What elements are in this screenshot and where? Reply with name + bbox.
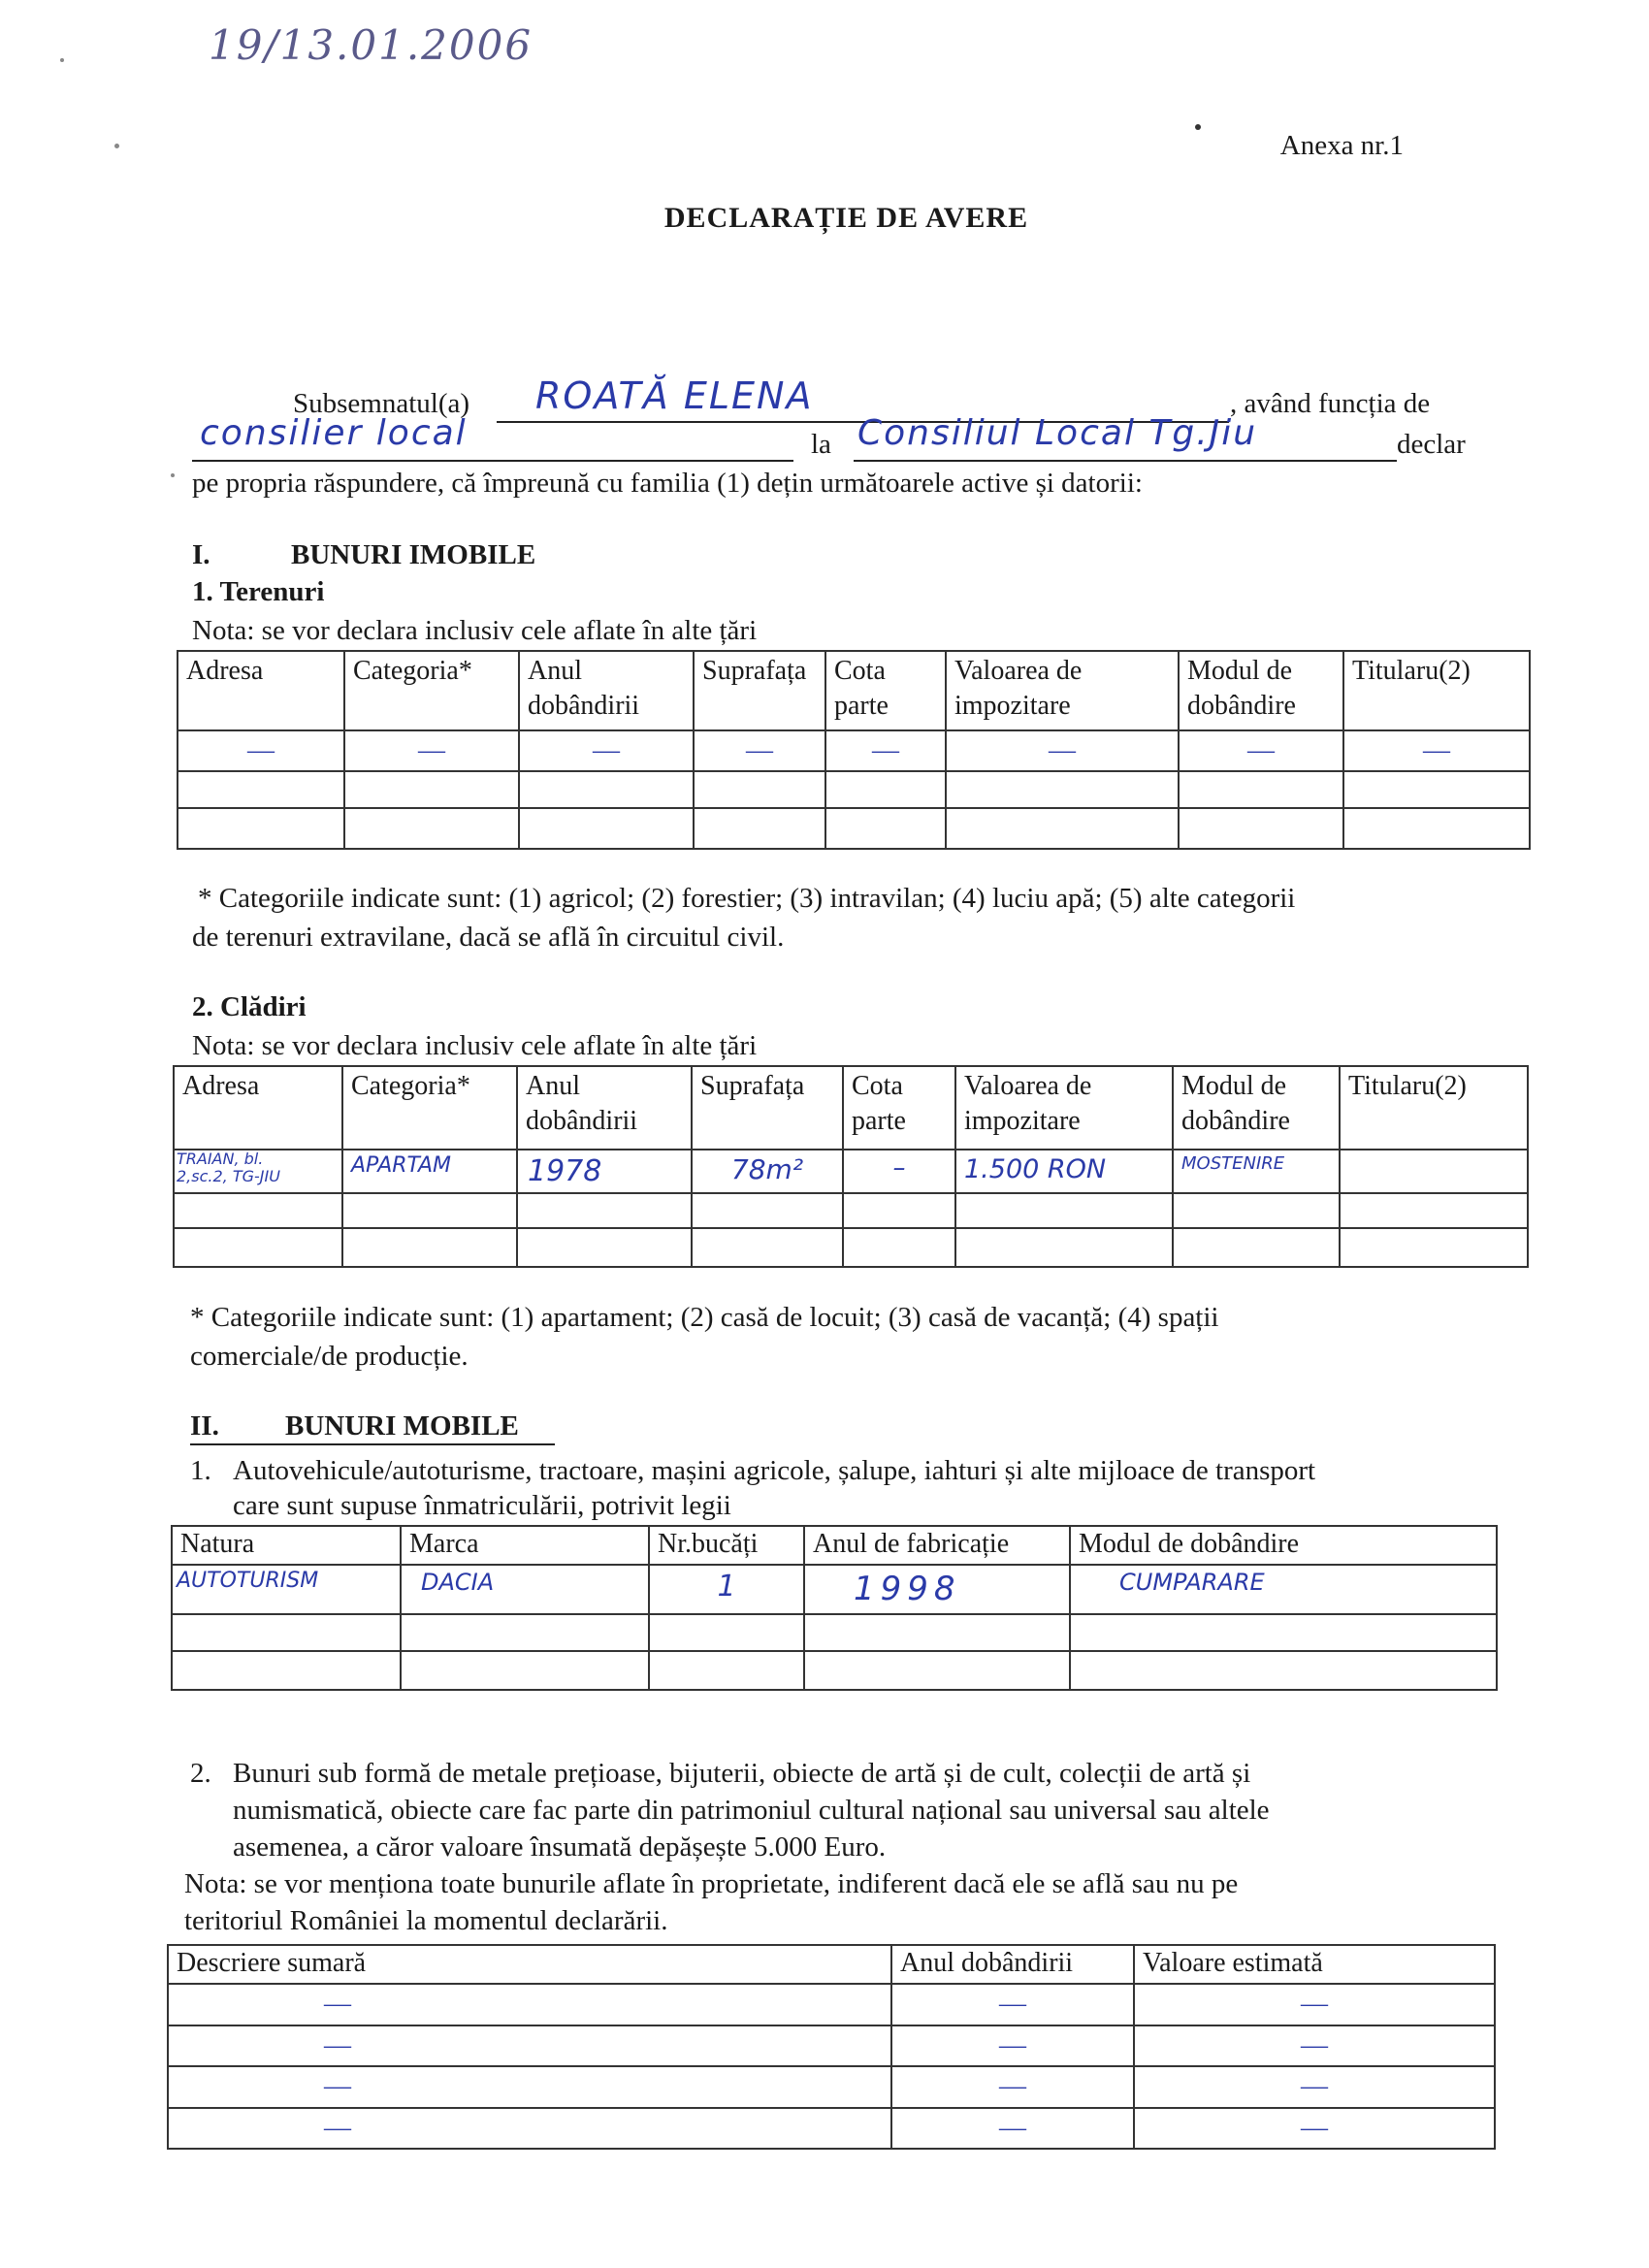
col-header: Descriere sumară <box>168 1945 891 1984</box>
col-header: Valoarea de impozitare <box>955 1066 1173 1150</box>
table-cell <box>1340 1150 1528 1193</box>
table-cell: — <box>946 730 1179 771</box>
annex-number: Anexa nr.1 <box>1279 130 1404 161</box>
vehicles-header-row <box>172 1526 1497 1565</box>
col-header: Titularu(2) <box>1343 651 1530 730</box>
cladiri-footnote: * Categoriile indicate sunt: (1) apartament; (2) casă de locuit; (3) casă de vacanță; (4) spații <box>190 1302 1219 1333</box>
function-field[interactable] <box>192 411 793 462</box>
table-row <box>178 771 1530 808</box>
col-header: Suprafața <box>694 651 825 730</box>
table-row <box>174 1150 1528 1193</box>
table-cell: — <box>168 2066 891 2107</box>
valuables-text: Bunuri sub formă de metale prețioase, bijuterii, obiecte de artă și de cult, colecții de artă și <box>233 1758 1251 1789</box>
table-cell: 78m² <box>692 1150 843 1193</box>
table-cell: 1.500 RON <box>955 1150 1173 1193</box>
table-cell: – <box>843 1150 955 1193</box>
col-header: Valoare estimată <box>1134 1945 1495 1984</box>
cladiri-note: Nota: se vor declara inclusiv cele aflate în alte țări <box>192 1030 758 1061</box>
table-cell: — <box>1343 730 1530 771</box>
declar-label: declar <box>1397 429 1466 460</box>
col-header: Anul dobândirii <box>891 1945 1134 1984</box>
col-header: Modul de dobândire <box>1173 1066 1340 1150</box>
la-label: la <box>811 429 831 460</box>
col-header: Titularu(2) <box>1340 1066 1528 1150</box>
table-cell: — <box>178 730 344 771</box>
col-header: Nr.bucăți <box>649 1526 804 1565</box>
table-cell: AUTOTURISM <box>172 1565 401 1613</box>
col-header: Marca <box>401 1526 649 1565</box>
valuables-item-number: 2. <box>190 1758 211 1789</box>
institution-field[interactable] <box>854 411 1397 462</box>
adresa-line-1: TRAIAN, bl. <box>177 1150 264 1168</box>
valuables-table <box>167 1944 1496 2150</box>
declarant-function: consilier local <box>200 413 468 453</box>
valuables-note-2: teritoriul României la momentul declarării. <box>184 1905 668 1936</box>
col-header: Anul de fabricație <box>804 1526 1070 1565</box>
declarant-name: ROATĂ ELENA <box>535 374 814 417</box>
table-cell: — <box>1134 2025 1495 2066</box>
vehicles-text-2: care sunt supuse înmatriculării, potrivit legii <box>233 1490 731 1521</box>
table-row <box>172 1651 1497 1690</box>
col-header: Categoria* <box>344 651 519 730</box>
terenuri-header-row <box>178 651 1530 730</box>
table-row <box>168 2108 1495 2149</box>
table-cell: — <box>168 1984 891 2025</box>
scan-speck <box>60 58 64 62</box>
col-header: Anul dobândirii <box>517 1066 692 1150</box>
subsemnatul-label: Subsemnatul(a) <box>293 388 470 419</box>
scan-speck <box>171 473 175 477</box>
table-cell: — <box>694 730 825 771</box>
terenuri-table <box>177 650 1531 850</box>
table-cell: — <box>168 2025 891 2066</box>
vehicles-text: Autovehicule/autoturisme, tractoare, mașini agricole, șalupe, iahturi și alte mijloace de transport <box>233 1455 1316 1486</box>
col-header: Anul dobândirii <box>519 651 694 730</box>
col-header: Adresa <box>174 1066 342 1150</box>
table-cell: MOSTENIRE <box>1173 1150 1340 1193</box>
table-cell: — <box>1134 2066 1495 2107</box>
cladiri-header-row <box>174 1066 1528 1150</box>
table-cell: — <box>891 2025 1134 2066</box>
page-title: DECLARAȚIE DE AVERE <box>663 202 1029 234</box>
table-cell: — <box>825 730 946 771</box>
col-header: Cota parte <box>825 651 946 730</box>
table-cell: — <box>1134 2108 1495 2149</box>
valuables-text-2: numismatică, obiecte care fac parte din patrimoniul cultural național sau universal sau altele <box>233 1795 1270 1826</box>
table-row <box>178 730 1530 771</box>
table-cell <box>174 1150 342 1193</box>
table-cell: — <box>1134 1984 1495 2025</box>
declarant-institution: Consiliul Local Tg.Jiu <box>857 413 1258 453</box>
col-header: Categoria* <box>342 1066 517 1150</box>
valuables-text-3: asemenea, a căror valoare însumată depășește 5.000 Euro. <box>233 1831 887 1863</box>
table-cell: 1978 <box>517 1150 692 1193</box>
col-header: Valoarea de impozitare <box>946 651 1179 730</box>
col-header: Natura <box>172 1526 401 1565</box>
terenuri-footnote: * Categoriile indicate sunt: (1) agricol; (2) forestier; (3) intravilan; (4) luciu apă; (5) alte categorii <box>198 883 1296 914</box>
table-cell: 1 <box>649 1565 804 1613</box>
table-row <box>172 1614 1497 1651</box>
intro-line: pe propria răspundere, că împreună cu familia (1) dețin următoarele active și datorii: <box>192 468 1143 499</box>
cladiri-heading: 2. Clădiri <box>192 991 307 1022</box>
col-header: Cota parte <box>843 1066 955 1150</box>
table-cell: — <box>891 2066 1134 2107</box>
table-row <box>168 1984 1495 2025</box>
section-2-heading-row <box>190 1410 555 1445</box>
terenuri-note: Nota: se vor declara inclusiv cele aflate în alte țări <box>192 615 758 646</box>
terenuri-footnote-2: de terenuri extravilane, dacă se află în circuitul civil. <box>192 922 785 953</box>
table-cell: — <box>1179 730 1343 771</box>
table-row <box>174 1228 1528 1267</box>
scan-speck <box>114 144 119 148</box>
adresa-line-2: 2,sc.2, TG-JIU <box>177 1167 280 1185</box>
valuables-header-row <box>168 1945 1495 1984</box>
table-cell: CUMPARARE <box>1070 1565 1497 1613</box>
table-row <box>178 808 1530 849</box>
table-cell: — <box>891 1984 1134 2025</box>
col-header: Suprafața <box>692 1066 843 1150</box>
table-cell: DACIA <box>401 1565 649 1613</box>
col-header: Adresa <box>178 651 344 730</box>
table-cell: APARTAM <box>342 1150 517 1193</box>
cladiri-footnote-2: comerciale/de producție. <box>190 1341 469 1372</box>
handwritten-date: 19/13.01.2006 <box>209 21 534 69</box>
table-row <box>174 1193 1528 1228</box>
cladiri-table <box>173 1065 1529 1268</box>
table-row <box>168 2066 1495 2107</box>
vehicles-item-number: 1. <box>190 1455 211 1486</box>
vehicles-table <box>171 1525 1498 1691</box>
section-1-number: I. <box>192 539 210 570</box>
valuables-note: Nota: se vor menționa toate bunurile aflate în proprietate, indiferent dacă ele se află sau nu pe <box>184 1868 1239 1899</box>
table-row <box>172 1565 1497 1613</box>
scan-speck <box>1195 124 1201 130</box>
table-cell: — <box>168 2108 891 2149</box>
table-cell: — <box>891 2108 1134 2149</box>
terenuri-heading: 1. Terenuri <box>192 576 325 607</box>
col-header: Modul de dobândire <box>1070 1526 1497 1565</box>
table-row <box>168 2025 1495 2066</box>
col-header: Modul de dobândire <box>1179 651 1343 730</box>
section-1-heading: BUNURI IMOBILE <box>291 539 536 570</box>
table-cell: — <box>344 730 519 771</box>
table-cell: — <box>519 730 694 771</box>
section-2-heading: BUNURI MOBILE <box>285 1410 519 1442</box>
function-label: , având funcția de <box>1230 388 1431 419</box>
table-cell: 1998 <box>804 1565 1070 1613</box>
section-2-number: II. <box>190 1410 219 1442</box>
